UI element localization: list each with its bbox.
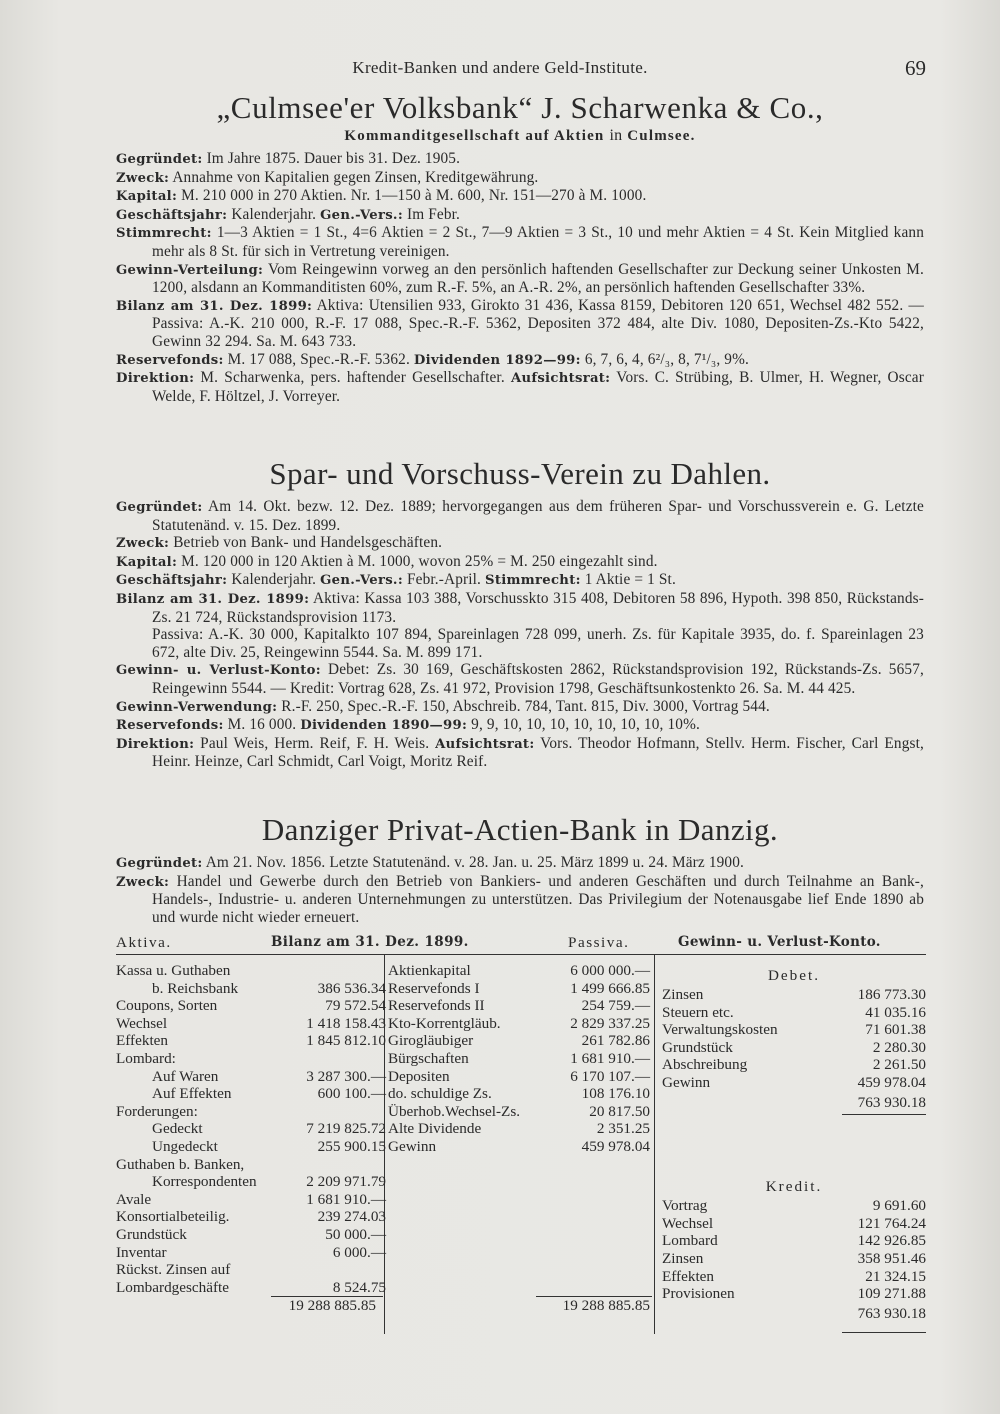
row-label: Kto-Korrentgläub.	[388, 1014, 501, 1032]
row-value: 1 845 812.10	[306, 1032, 386, 1050]
entry-text: 9, 9, 10, 10, 10, 10, 10, 10, 10, 10%.	[471, 716, 700, 734]
section-dahlen	[116, 456, 924, 771]
aktiva-row	[116, 1120, 386, 1138]
entry-text: 1 Aktie = 1 St.	[584, 571, 676, 589]
kredit-row	[662, 1197, 926, 1215]
entry-text: Am 14. Okt. bezw. 12. Dez. 1889; hervorgegangen aus dem früheren Spar- und Vorschussverein e. G. Letzte Statutenänd. v. 15. Dez. 1899.	[152, 498, 924, 534]
row-label: Reservefonds I	[388, 979, 480, 997]
entry-text: Febr.-April.	[406, 571, 482, 589]
debet-label: Debet.	[767, 967, 821, 984]
row-value: 255 900.15	[317, 1137, 386, 1155]
entry-text: Aktiva: Kassa 103 388, Vorschusskto 315 408, Debitoren 58 896, Hypoth. 398 850, Rückstands-Zs. 21 724, Rückstandsprovision 1173.	[152, 589, 924, 626]
kredit-row	[662, 1232, 926, 1250]
debet-total-row	[662, 1094, 926, 1112]
entry-text: M. 16 000.	[227, 716, 297, 734]
kredit-row	[662, 1215, 926, 1233]
row-value: 121 764.24	[857, 1214, 926, 1232]
row-value: 186 773.30	[857, 986, 926, 1003]
row-label: Zinsen	[662, 1249, 704, 1267]
entry-key: Aufsichtsrat:	[435, 736, 535, 752]
row-label: Vortrag	[662, 1197, 708, 1215]
kredit-total: 763 930.18	[857, 1304, 926, 1322]
row-label: Lombard:	[116, 1049, 176, 1067]
entry-key: Stimmrecht:	[116, 226, 212, 242]
entry-paragraph	[116, 553, 924, 572]
entry-text: M. 210 000 in 270 Aktien. Nr. 1—150 à M. 600, Nr. 151—270 à M. 1000.	[181, 187, 647, 205]
subtitle-bold: Kommanditgesellschaft auf Aktien	[344, 128, 605, 144]
debet-row	[662, 1004, 926, 1022]
entry-paragraph	[116, 590, 924, 626]
entry-key: Gewinn-Verteilung:	[116, 262, 264, 278]
entry-paragraph	[116, 716, 924, 735]
aktiva-row	[116, 1261, 386, 1279]
row-label: Ungedeckt	[152, 1137, 218, 1155]
passiva-row	[388, 1120, 650, 1138]
row-value: 50 000.—	[325, 1225, 386, 1243]
entry-paragraph	[116, 169, 924, 188]
row-label: Reservefonds II	[388, 997, 485, 1015]
debet-list	[662, 986, 926, 1092]
entry-text: M. Scharwenka, pers. haftender Gesellschafter.	[200, 369, 505, 387]
entry-text: Betrieb von Bank- und Handelsgeschäften.	[173, 534, 443, 552]
entry-paragraph	[116, 661, 924, 697]
entry-key: Gen.-Vers.:	[320, 207, 403, 223]
row-value: 261 782.86	[581, 1032, 650, 1050]
entry-key: Gen.-Vers.:	[320, 573, 403, 589]
kredit-total-row	[662, 1305, 926, 1323]
row-label: Zinsen	[662, 986, 704, 1003]
entry-text: Vom Reingewinn vorweg an den persönlich haftenden Gesellschafter zur Deckung seiner Unkosten M. 1200, alsdann an Kommanditisten 60%, zum R.-F. 5%, an A.-R. 2%, an persönlich haftenden Gesellschafter 33%.	[152, 260, 924, 297]
passiva-row	[388, 1103, 650, 1121]
row-value: 142 926.85	[857, 1232, 926, 1250]
subtitle-place: Culmsee.	[627, 128, 696, 144]
entry-key: Reservefonds:	[116, 718, 224, 734]
row-label: Inventar	[116, 1243, 167, 1261]
entry-text: Debet: Zs. 30 169, Geschäftskosten 2862, Rückstandsprovision 192, Rückstands-Zs. 5657, Reingewinn 5544. — Kredit: Vortrag 628, Zs. 41 972, Provision 1798, Geschäftsunkostenkto 26. Sa. M. 44 425.	[152, 661, 924, 697]
row-value: 239 274.03	[317, 1208, 386, 1226]
entry-paragraph	[116, 698, 924, 717]
aktiva-row	[116, 997, 386, 1015]
entry-text: Paul Weis, Herm. Reif, F. H. Weis.	[200, 734, 430, 752]
aktiva-row	[116, 980, 386, 998]
entry-paragraph	[116, 873, 924, 927]
entry-paragraph	[116, 735, 924, 771]
entry-key: Stimmrecht:	[485, 573, 581, 589]
aktiva-row	[116, 1032, 386, 1050]
entry-key: Direktion:	[116, 371, 195, 387]
row-value: 1 681 910.—	[570, 1049, 650, 1067]
aktiva-row	[116, 1244, 386, 1262]
kredit-row	[662, 1285, 926, 1303]
entry-text: Annahme von Kapitalien gegen Zinsen, Kreditgewährung.	[172, 168, 539, 186]
row-label: Effekten	[662, 1267, 715, 1285]
section-body	[116, 498, 924, 771]
aktiva-total: 19 288 885.85	[288, 1297, 376, 1314]
passiva-row	[388, 997, 650, 1015]
entry-text: Im Febr.	[406, 205, 461, 223]
row-label: Abschreibung	[662, 1056, 748, 1074]
row-value: 6 000.—	[332, 1243, 386, 1261]
entry-key: Zweck:	[116, 874, 170, 890]
entry-key: Kapital:	[116, 189, 178, 205]
row-label: Korrespondenten	[152, 1173, 257, 1191]
row-label: Depositen	[388, 1067, 450, 1085]
entry-key: Bilanz am 31. Dez. 1899:	[116, 298, 313, 314]
balance-header	[116, 934, 926, 954]
row-value: 109 271.88	[857, 1285, 926, 1303]
entry-text: Kalenderjahr.	[231, 205, 317, 223]
row-label: Alte Dividende	[388, 1120, 482, 1138]
row-value: 459 978.04	[857, 1073, 926, 1091]
aktiva-row	[116, 1208, 386, 1226]
page-number: 69	[905, 56, 926, 80]
entry-paragraph	[116, 261, 924, 297]
passiva-row	[388, 1085, 650, 1103]
debet-row	[662, 1056, 926, 1074]
aktiva-row	[116, 1050, 386, 1068]
entry-text: Passiva: A.-K. 30 000, Kapitalkto 107 894, Spareinlagen 728 099, unerh. Zs. für Kapitale 3935, do. f. Spareinlagen 23 672, alte Div. 25, Reingewinn 5544. Sa. M. 899 171.	[152, 626, 924, 661]
entry-text: Kalenderjahr.	[231, 571, 317, 589]
entry-key: Kapital:	[116, 554, 178, 570]
aktiva-label: Aktiva.	[116, 934, 172, 951]
row-value: 6 170 107.—	[570, 1067, 650, 1085]
row-label: Coupons, Sorten	[116, 997, 218, 1015]
row-value: 8 524.75	[332, 1278, 386, 1296]
section-title: Spar- und Vorschuss-Verein zu Dahlen.	[269, 456, 771, 491]
row-label: Avale	[116, 1190, 152, 1208]
entry-paragraph	[116, 854, 924, 873]
row-value: 2 351.25	[596, 1120, 650, 1138]
aktiva-row	[116, 1068, 386, 1086]
row-value: 2 261.50	[872, 1056, 926, 1074]
row-value: 2 829 337.25	[570, 1014, 650, 1032]
row-value: 41 035.16	[865, 1003, 926, 1021]
passiva-row	[388, 1068, 650, 1086]
entry-paragraph	[116, 369, 924, 405]
entry-key: Gewinn- u. Verlust-Konto:	[116, 663, 321, 679]
entry-paragraph	[116, 206, 924, 225]
row-value: 2 209 971.79	[306, 1173, 386, 1191]
debet-row	[662, 986, 926, 1004]
header-rule	[116, 954, 926, 955]
aktiva-row	[116, 1226, 386, 1244]
row-label: Auf Waren	[152, 1067, 219, 1085]
section-subtitle	[116, 126, 924, 146]
entry-text: Im Jahre 1875. Dauer bis 31. Dez. 1905.	[206, 150, 461, 167]
entry-text: Handel und Gewerbe durch den Betrieb von Bankiers- und anderen Geschäften und durch Teilnahme an Bank-, Handels-, Industrie- u. anderen Unternehmungen zu unterstützen. Das Privilegium der Notenausgabe lief Ende 1890 ab und wurde nicht wieder erneuert.	[152, 872, 925, 926]
row-label: Lombard	[662, 1232, 718, 1250]
passiva-row	[388, 1050, 650, 1068]
entry-text: M. 17 088, Spec.-R.-F. 5362.	[227, 350, 410, 368]
row-label: Effekten	[116, 1032, 169, 1050]
row-label: Gewinn	[388, 1137, 437, 1155]
entry-paragraph	[116, 187, 924, 206]
debet-total: 763 930.18	[857, 1093, 926, 1111]
entry-key: Gegründet:	[116, 152, 203, 167]
row-value: 254 759.—	[581, 997, 650, 1015]
entry-key: Geschäftsjahr:	[116, 207, 228, 223]
entry-text: Aktiva: Utensilien 933, Girokto 31 436, Kassa 8159, Debitoren 120 651, Wechsel 482 552. — Passiva: A.-K. 210 000, R.-F. 17 088, Spec.-R.-F. 5362, Depositen 372 484, alte Div. 1080, Depositen-Zs.-Kto 5422, Gewinn 32 294. Sa. M. 643 733.	[152, 296, 924, 350]
debet-row	[662, 1021, 926, 1039]
running-head	[0, 58, 1000, 82]
entry-key: Dividenden 1892—99:	[413, 352, 581, 368]
row-value: 3 287 300.—	[306, 1067, 386, 1085]
entry-key: Zweck:	[116, 536, 170, 552]
row-value: 1 418 158.43	[306, 1014, 386, 1032]
row-label: Wechsel	[662, 1214, 714, 1232]
balance-title: Bilanz am 31. Dez. 1899.	[271, 934, 469, 950]
passiva-column	[388, 962, 650, 1156]
entry-key: Reservefonds:	[116, 352, 224, 368]
debet-rule	[842, 1114, 926, 1115]
row-value: 2 280.30	[872, 1038, 926, 1056]
row-value: 6 000 000.—	[570, 962, 650, 979]
passiva-row	[388, 980, 650, 998]
entry-paragraph	[116, 626, 924, 661]
entry-key: Aufsichtsrat:	[510, 371, 611, 387]
aktiva-row	[116, 1103, 386, 1121]
entry-key: Direktion:	[116, 736, 195, 752]
row-value: 21 324.15	[865, 1267, 926, 1285]
section-title: Danziger Privat-Actien-Bank in Danzig.	[261, 812, 779, 847]
aktiva-row	[116, 1015, 386, 1033]
guv-column	[662, 966, 926, 1322]
kredit-label: Kredit.	[765, 1178, 823, 1196]
row-value: 71 601.38	[865, 1021, 926, 1039]
row-value: 386 536.34	[317, 979, 386, 997]
row-value: 79 572.54	[325, 997, 386, 1015]
entry-key: Geschäftsjahr:	[116, 573, 228, 589]
row-label: Gewinn	[662, 1073, 711, 1091]
entry-key: Gewinn-Verwendung:	[116, 699, 278, 715]
entry-text: 6, 7, 6, 4, 6²/₃, 8, 7¹/₃, 9%.	[584, 350, 749, 368]
passiva-label: Passiva.	[568, 934, 630, 951]
section-title: „Culmsee'er Volksbank“ J. Scharwenka & Co.,	[216, 90, 824, 125]
row-value: 600 100.—	[317, 1085, 386, 1103]
aktiva-row	[116, 1173, 386, 1191]
aktiva-row	[116, 962, 386, 980]
entry-key: Bilanz am 31. Dez. 1899:	[116, 591, 310, 607]
entry-key: Dividenden 1890—99:	[300, 718, 468, 734]
row-label: Rückst. Zinsen auf	[116, 1261, 231, 1279]
row-label: Guthaben b. Banken,	[116, 1155, 245, 1173]
entry-paragraph	[116, 351, 924, 370]
row-label: Steuern etc.	[662, 1003, 734, 1021]
row-label: Grundstück	[116, 1225, 187, 1243]
debet-row	[662, 1074, 926, 1092]
kredit-list	[662, 1197, 926, 1303]
kredit-row	[662, 1250, 926, 1268]
row-value: 1 681 910.—	[306, 1190, 386, 1208]
entry-paragraph	[116, 571, 924, 590]
entry-paragraph	[116, 224, 924, 260]
passiva-row	[388, 1032, 650, 1050]
passiva-total: 19 288 885.85	[562, 1297, 650, 1314]
entry-key: Zweck:	[116, 170, 170, 186]
row-value: 9 691.60	[872, 1197, 926, 1215]
row-value: 7 219 825.72	[306, 1120, 386, 1138]
entry-text: Vors. C. Strübing, B. Ulmer, H. Wegner, Oscar Welde, F. Höltzel, J. Vorreyer.	[152, 369, 924, 405]
entry-text: M. 120 000 in 120 Aktien à M. 1000, wovon 25% = M. 250 eingezahlt sind.	[181, 552, 658, 570]
entry-key: Gegründet:	[116, 500, 203, 515]
subtitle-in: in	[609, 127, 623, 144]
passiva-row	[388, 1138, 650, 1156]
row-value: 1 499 666.85	[570, 979, 650, 997]
kredit-rule	[842, 1332, 926, 1333]
passiva-row	[388, 1015, 650, 1033]
row-value: 358 951.46	[857, 1249, 926, 1267]
row-label: Aktienkapital	[388, 962, 471, 979]
section-body	[116, 854, 924, 926]
row-label: Forderungen:	[116, 1102, 198, 1120]
row-label: Grundstück	[662, 1038, 733, 1056]
entry-text: R.-F. 250, Spec.-R.-F. 150, Abschreib. 784, Tant. 815, Div. 3000, Vortrag 544.	[281, 697, 770, 715]
entry-paragraph	[116, 297, 924, 351]
debet-row	[662, 1039, 926, 1057]
column-rule	[654, 954, 655, 1334]
row-label: Bürgschaften	[388, 1049, 469, 1067]
row-label: Girogläubiger	[388, 1032, 474, 1050]
entry-text: 1—3 Aktien = 1 St., 4=6 Aktien = 2 St., 7—9 Aktien = 3 St., 10 und mehr Aktien = 4 St. Kein Mitglied kann mehr als 8 St. für sich in Vertretung vereinigen.	[152, 224, 924, 260]
row-label: Konsortialbeteilig.	[116, 1208, 230, 1226]
row-label: Wechsel	[116, 1014, 168, 1032]
balance-sheet	[116, 934, 926, 1334]
row-label: Provisionen	[662, 1285, 735, 1303]
aktiva-column	[116, 962, 386, 1296]
entry-text: Am 21. Nov. 1856. Letzte Statutenänd. v. 28. Jan. u. 25. März 1899 u. 24. März 1900.	[205, 854, 744, 871]
section-body	[116, 150, 924, 405]
aktiva-row	[116, 1138, 386, 1156]
entry-paragraph	[116, 534, 924, 553]
section-danzig	[116, 812, 924, 926]
row-label: Verwaltungskosten	[662, 1021, 778, 1039]
entry-key: Gegründet:	[116, 856, 203, 871]
row-value: 20 817.50	[589, 1102, 650, 1120]
aktiva-row	[116, 1156, 386, 1174]
row-label: Lombardgeschäfte	[116, 1278, 230, 1296]
aktiva-row	[116, 1191, 386, 1209]
row-label: Kassa u. Guthaben	[116, 962, 231, 979]
running-title: Kredit-Banken und andere Geld-Institute.	[352, 58, 648, 77]
guv-title: Gewinn- u. Verlust-Konto.	[678, 934, 881, 950]
row-value: 108 176.10	[581, 1085, 650, 1103]
entry-text: Vors. Theodor Hofmann, Stellv. Herm. Fischer, Carl Engst, Heinr. Heinze, Carl Schmidt, Carl Voigt, Moritz Reif.	[152, 734, 924, 771]
row-label: Gedeckt	[152, 1120, 203, 1138]
aktiva-row	[116, 1279, 386, 1297]
row-label: b. Reichsbank	[152, 979, 239, 997]
row-label: Auf Effekten	[152, 1085, 232, 1103]
row-label: do. schuldige Zs.	[388, 1085, 492, 1103]
row-value: 459 978.04	[581, 1137, 650, 1155]
kredit-row	[662, 1268, 926, 1286]
aktiva-row	[116, 1085, 386, 1103]
entry-paragraph	[116, 498, 924, 534]
section-culmsee	[116, 90, 924, 405]
entry-paragraph	[116, 150, 924, 169]
row-label: Überhob.Wechsel-Zs.	[388, 1102, 521, 1120]
passiva-row	[388, 962, 650, 980]
